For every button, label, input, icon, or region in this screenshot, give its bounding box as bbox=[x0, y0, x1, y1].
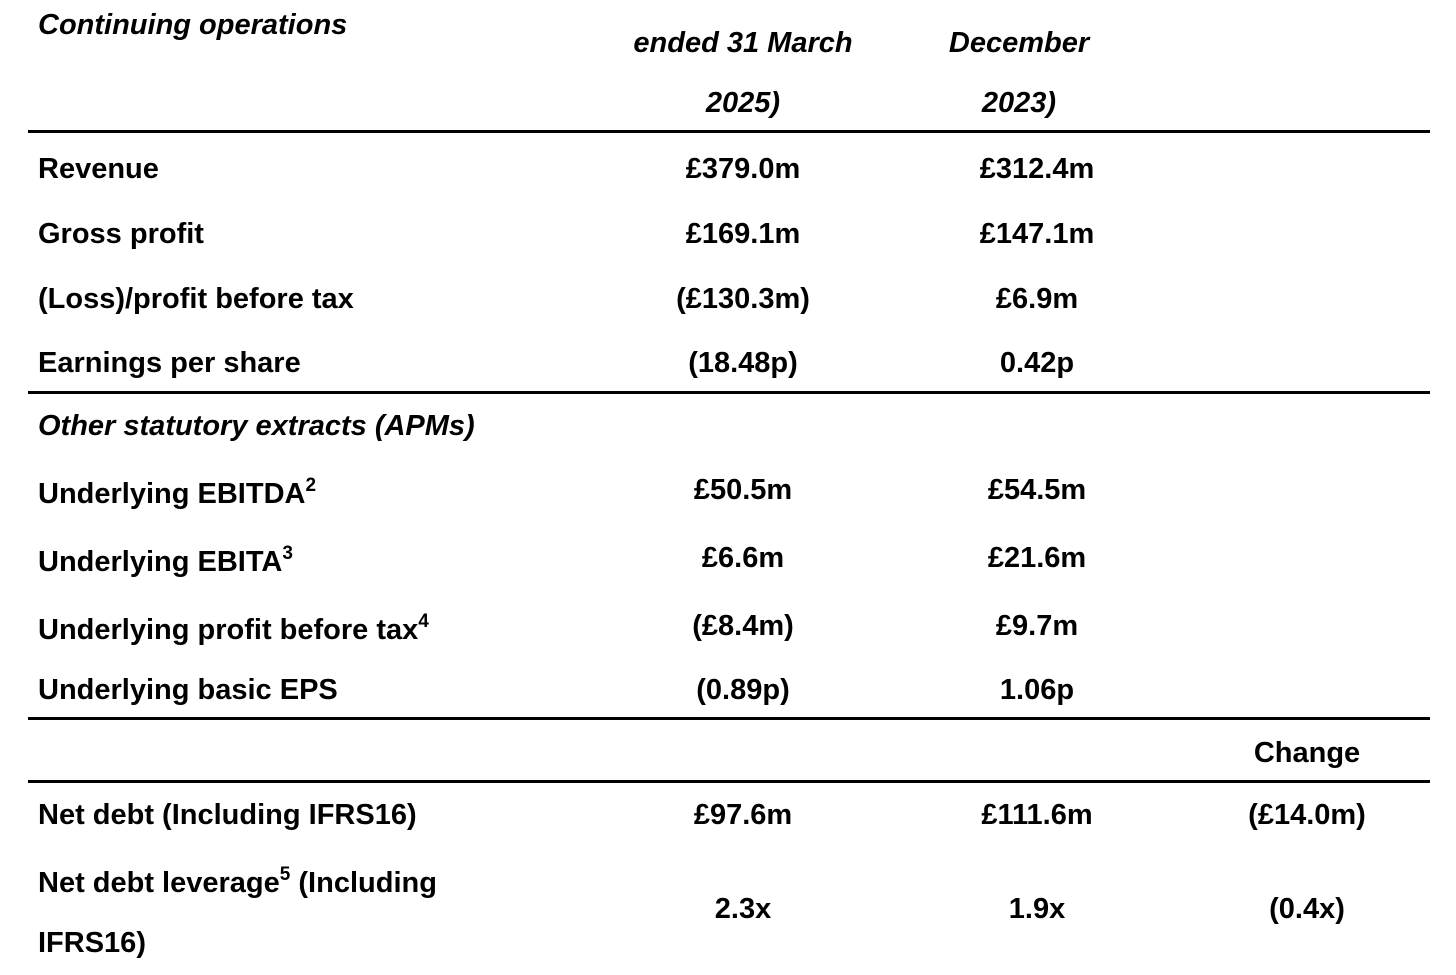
column-header-prior-line2: 2023) bbox=[981, 87, 1057, 119]
row-value-prior: 0.42p bbox=[999, 347, 1075, 379]
row-value-prior: £111.6m bbox=[981, 799, 1093, 831]
apm-divider bbox=[28, 717, 1430, 720]
footnote-marker: 5 bbox=[279, 864, 291, 885]
row-value-current: (£8.4m) bbox=[692, 610, 794, 642]
row-value-current: (18.48p) bbox=[688, 347, 798, 379]
footnote-marker: 4 bbox=[418, 611, 429, 632]
statutory-divider bbox=[28, 391, 1430, 394]
column-header-current-line2: 2025) bbox=[705, 87, 781, 119]
row-value-prior: £312.4m bbox=[979, 153, 1095, 185]
row-value-current: (0.89p) bbox=[696, 674, 790, 706]
header-divider bbox=[28, 130, 1430, 133]
row-value-current: £379.0m bbox=[685, 153, 801, 185]
row-value-current: £6.6m bbox=[701, 542, 785, 574]
row-label: (Loss)/profit before tax bbox=[38, 283, 354, 315]
row-value-prior: 1.9x bbox=[1008, 893, 1066, 925]
section-label-apms: Other statutory extracts (APMs) bbox=[38, 410, 475, 442]
row-label: Underlying EBITA$^3$ bbox=[38, 543, 293, 578]
row-label: Underlying EBITDA$^2$ bbox=[38, 475, 317, 510]
row-label-line1: Net debt leverage$^5$ (Including bbox=[38, 864, 437, 899]
row-value-prior: 1.06p bbox=[999, 674, 1075, 706]
change-header-divider bbox=[28, 780, 1430, 783]
row-value-current: £169.1m bbox=[685, 218, 801, 250]
column-header-change: Change bbox=[1253, 737, 1361, 769]
footnote-marker: 2 bbox=[305, 475, 317, 496]
row-value-current: £97.6m bbox=[693, 799, 793, 831]
row-value-current: (£130.3m) bbox=[676, 283, 810, 315]
row-value-prior: £6.9m bbox=[995, 283, 1079, 315]
row-value-prior: £54.5m bbox=[987, 474, 1087, 506]
row-value-prior: £147.1m bbox=[979, 218, 1095, 250]
row-label: Net debt (Including IFRS16) bbox=[38, 799, 417, 831]
row-label: Gross profit bbox=[38, 218, 204, 250]
row-label: Underlying basic EPS bbox=[38, 674, 338, 706]
row-value-prior: £21.6m bbox=[987, 542, 1087, 574]
row-label-line2: IFRS16) bbox=[38, 927, 146, 959]
row-value-prior: £9.7m bbox=[995, 610, 1079, 642]
row-label: Earnings per share bbox=[38, 347, 301, 379]
column-header-prior-line1: December bbox=[948, 27, 1090, 59]
row-value-current: 2.3x bbox=[714, 893, 772, 925]
column-header-current-line1: ended 31 March bbox=[633, 27, 853, 59]
row-value-current: £50.5m bbox=[693, 474, 793, 506]
row-label: Underlying profit before tax$^4$ bbox=[38, 611, 429, 646]
row-value-change: (£14.0m) bbox=[1248, 799, 1366, 831]
row-value-change: (0.4x) bbox=[1269, 893, 1345, 925]
section-label-continuing-operations: Continuing operations bbox=[38, 9, 348, 41]
row-label: Revenue bbox=[38, 153, 159, 185]
footnote-marker: 3 bbox=[282, 543, 293, 564]
